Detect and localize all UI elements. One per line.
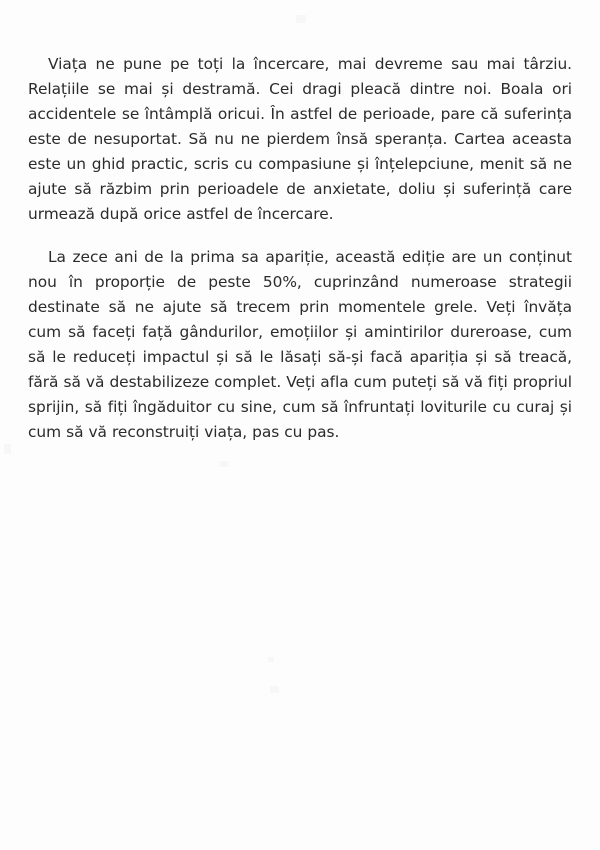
body-paragraph-2: La zece ani de la prima sa apariție, această ediție are un conținut nou în proporție de peste 50%, cuprinzând numeroase strategii destinate să ne ajute să trecem prin momentele grele. Veți învăța cum să faceți față gândurilor, emoțiilor și amintirilor dureroase, cum să le reduceți impactul și să le lăsați să-și facă apariția și să treacă, fără să vă destabilizeze complet. Veți afla cum puteți să vă fiți propriul sprijin, să fiți îngăduitor cu sine, cum să înfruntați loviturile cu curaj și cum să vă reconstruiți viața, pas cu pas.	[28, 248, 572, 441]
scan-artifact-left	[4, 444, 11, 454]
scan-artifact-mid	[220, 461, 228, 467]
page-text-block	[28, 52, 572, 445]
body-paragraph-1: Viața ne pune pe toți la încercare, mai devreme sau mai târziu. Relațiile se mai și destramă. Cei dragi pleacă dintre noi. Boala ori accidentele se întâmplă oricui. În astfel de perioade, pare că suferința este de nesuportat. Să nu ne pierdem însă speranța. Cartea aceasta este un ghid practic, scris cu compasiune și înțelepciune, menit să ne ajute să răzbim prin perioadele de anxietate, doliu și suferință care urmează după orice astfel de încercare.	[28, 55, 572, 223]
scan-artifact-lower-alt	[268, 657, 274, 662]
scan-artifact-top	[296, 15, 306, 23]
scan-artifact-lower	[270, 686, 279, 693]
